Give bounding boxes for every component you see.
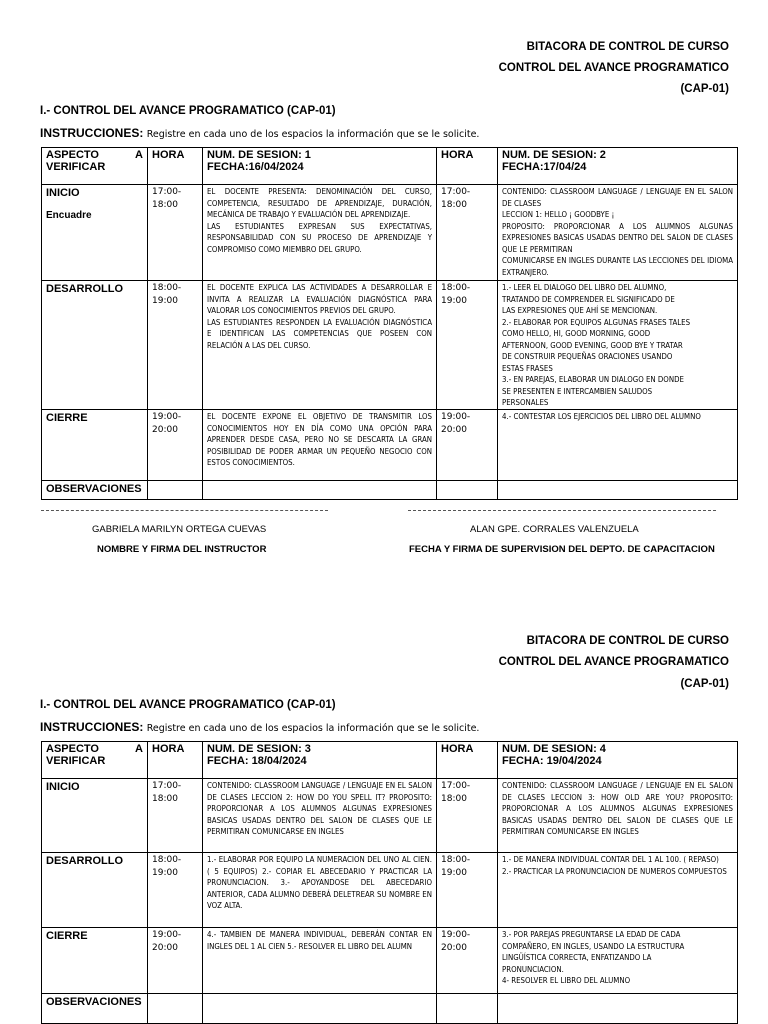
aspect-header: ASPECTO A VERIFICAR — [42, 742, 148, 779]
observaciones-session-3 — [203, 994, 437, 1024]
progress-table — [41, 147, 738, 500]
session-1-desarrollo: EL DOCENTE EXPLICA LAS ACTIVIDADES A DESARROLLAR E INVITA A REALIZAR LA EVALUACIÓN DIAGNÓSTICA PARA VALORAR LOS CONOCIMIENTOS PREVIOS DEL GRUPO. LAS ESTUDIANTES RESPONDEN LA EVALUACIÓN DIAGNÓSTICA E IDENTIFICAN LAS COMPETENCIAS QUE POSEEN CON RELACIÓN A LAS DEL CURSO. — [203, 281, 437, 410]
supervisor-name: ALAN GPE. CORRALES VALENZUELA — [470, 524, 639, 535]
supervisor-role: FECHA Y FIRMA DE SUPERVISION DEL DEPTO. DE CAPACITACION — [409, 544, 715, 555]
session-4-cierre: 3.- POR PAREJAS PREGUNTARSE LA EDAD DE CADA COMPAÑERO, EN INGLES, USANDO LA ESTRUCTURA LINGÜÍSTICA CORRECTA, ENFATIZANDO LA PRONUNCIACION. 4- RESOLVER EL LIBRO DEL ALUMNO — [498, 928, 738, 994]
row-sublabel-encuadre: Encuadre — [46, 210, 92, 221]
table-row-desarrollo — [42, 853, 738, 928]
session-4-header: NUM. DE SESION: 4 FECHA: 19/04/2024 — [498, 742, 738, 779]
instructions-text: Registre en cada uno de los espacios la información que se le solicite. — [146, 723, 480, 734]
table-header-row — [42, 148, 738, 185]
session-3-desarrollo: 1.- ELABORAR POR EQUIPO LA NUMERACION DEL UNO AL CIEN. ( 5 EQUIPOS) 2.- COPIAR EL ABECEDARIO Y PRACTICAR LA PRONUNCIACION. 3.- APOYANDOSE DEL ABECEDARIO ANTERIOR, CADA ALUMNO DEBERÁ DELETREAR SU NOMBRE EN VOZ ALTA. — [203, 853, 437, 928]
hora-header: HORA — [148, 742, 203, 779]
hora-cell: 18:00- 19:00 — [148, 281, 203, 410]
session-4-desarrollo: 1.- DE MANERA INDIVIDUAL CONTAR DEL 1 AL 100. ( REPASO) 2.- PRACTICAR LA PRONUNCIACION DE NUMEROS COMPUESTOS — [498, 853, 738, 928]
section-title: I.- CONTROL DEL AVANCE PROGRAMATICO (CAP-01) — [40, 699, 336, 711]
session-3-header: NUM. DE SESION: 3 FECHA: 18/04/2024 — [203, 742, 437, 779]
supervisor-signature-line — [408, 510, 716, 511]
session-2-inicio: CONTENIDO: CLASSROOM LANGUAGE / LENGUAJE EN EL SALON DE CLASES LECCION 1: HELLO ¡ GOODBYE ¡ PROPOSITO: PROPORCIONAR A LOS ALUMNOS ALGUNAS EXPRESIONES BASICAS USADAS DENTRO DEL SALON DE CLASES QUE LE PERMITIRAN COMUNICARSE EN INGLES DURANTE LAS LECCIONES DEL IDIOMA EXTRANJERO. — [498, 185, 738, 281]
doc-title: BITACORA DE CONTROL DE CURSO — [526, 41, 729, 53]
session-1-inicio: EL DOCENTE PRESENTA: DENOMINACIÓN DEL CURSO, COMPETENCIA, RESULTADO DE APRENDIZAJE, DURACIÓN, MECÁNICA DE TRABAJO Y EVALUACIÓN DEL APRENDIZAJE. LAS ESTUDIANTES EXPRESAN SUS EXPECTATIVAS, RESPONSABILIDAD CON SU PROCESO DE APRENDIZAJE Y COMPROMISO COMO MIEMBRO DEL GRUPO. — [203, 185, 437, 281]
table-row-desarrollo — [42, 281, 738, 410]
hora-cell: 19:00- 20:00 — [148, 410, 203, 481]
row-label-cierre: CIERRE — [42, 928, 148, 994]
instructor-signature-line — [41, 510, 328, 511]
instructor-name: GABRIELA MARILYN ORTEGA CUEVAS — [92, 524, 267, 535]
hora-cell: 19:00- 20:00 — [437, 410, 498, 481]
row-label-cierre: CIERRE — [42, 410, 148, 481]
instructor-role: NOMBRE Y FIRMA DEL INSTRUCTOR — [97, 544, 267, 555]
session-2-desarrollo: 1.- LEER EL DIALOGO DEL LIBRO DEL ALUMNO, TRATANDO DE COMPRENDER EL SIGNIFICADO DE LAS EXPRESIONES QUE AHÍ SE MENCIONAN. 2.- ELABORAR POR EQUIPOS ALGUNAS FRASES TALES COMO HELLO, HI, GOOD MORNING, GOOD AFTERNOON, GOOD EVENING, GOOD BYE Y TRATAR DE CONSTRUIR PEQUEÑAS ORACIONES USANDO ESTAS FRASES 3.- EN PAREJAS, ELABORAR UN DIALOGO EN DONDE SE PRESENTEN E INTERCAMBIEN SALUDOS PERSONALES — [498, 281, 738, 410]
observaciones-session-1 — [203, 481, 437, 500]
hora-header-2: HORA — [437, 742, 498, 779]
table-row-inicio — [42, 185, 738, 281]
row-label-inicio: INICIO — [42, 779, 148, 853]
table-row-cierre — [42, 410, 738, 481]
hora-cell: 18:00- 19:00 — [437, 853, 498, 928]
hora-header-2: HORA — [437, 148, 498, 185]
observaciones-session-4 — [498, 994, 738, 1024]
doc-code: (CAP-01) — [680, 678, 729, 690]
hora-cell: 18:00- 19:00 — [437, 281, 498, 410]
table-row-observaciones — [42, 994, 738, 1024]
session-3-inicio: CONTENIDO: CLASSROOM LANGUAGE / LENGUAJE EN EL SALON DE CLASES LECCION 2: HOW DO YOU SPELL IT? PROPOSITO: PROPORCIONAR A LOS ALUMNOS ALGUNAS EXPRESIONES BASICAS USADAS DENTRO DEL SALON DE CLASES QUE LE PERMITIRAN COMUNICARSE EN INGLES — [203, 779, 437, 853]
hora-cell: 19:00- 20:00 — [437, 928, 498, 994]
instructions-text: Registre en cada uno de los espacios la información que se le solicite. — [146, 129, 480, 140]
hora-cell: 18:00- 19:00 — [148, 853, 203, 928]
aspect-header: ASPECTO A VERIFICAR — [42, 148, 148, 185]
session-1-header: NUM. DE SESION: 1 FECHA:16/04/2024 — [203, 148, 437, 185]
empty-cell — [148, 994, 203, 1024]
session-4-inicio: CONTENIDO: CLASSROOM LANGUAGE / LENGUAJE EN EL SALON DE CLASES LECCION 3: HOW OLD ARE YOU? PROPOSITO: PROPORCIONAR A LOS ALUMNOS ALGUNAS EXPRESIONES BASICAS USADAS DENTRO DEL SALON DE CLASES QUE LE PERMITIRAN COMUNICARSE EN INGLES — [498, 779, 738, 853]
instructions-label: INSTRUCCIONES: — [40, 126, 144, 140]
table-header-row — [42, 742, 738, 779]
hora-cell: 17:00- 18:00 — [437, 185, 498, 281]
observaciones-session-2 — [498, 481, 738, 500]
hora-cell: 17:00- 18:00 — [437, 779, 498, 853]
row-label-inicio: INICIO Encuadre — [42, 185, 148, 281]
session-3-cierre: 4.- TAMBIEN DE MANERA INDIVIDUAL, DEBERÁN CONTAR EN INGLES DEL 1 AL CIEN 5.- RESOLVER EL LIBRO DEL ALUMN — [203, 928, 437, 994]
doc-subtitle: CONTROL DEL AVANCE PROGRAMATICO — [498, 656, 729, 668]
row-label-desarrollo: DESARROLLO — [42, 853, 148, 928]
doc-title: BITACORA DE CONTROL DE CURSO — [526, 635, 729, 647]
section-title: I.- CONTROL DEL AVANCE PROGRAMATICO (CAP-01) — [40, 105, 336, 117]
instructions — [40, 126, 479, 140]
empty-cell — [148, 481, 203, 500]
hora-cell: 17:00- 18:00 — [148, 185, 203, 281]
instructions — [40, 720, 479, 734]
instructions-label: INSTRUCCIONES: — [40, 720, 144, 734]
hora-cell: 17:00- 18:00 — [148, 779, 203, 853]
table-row-observaciones — [42, 481, 738, 500]
session-2-header: NUM. DE SESION: 2 FECHA:17/04/24 — [498, 148, 738, 185]
hora-cell: 19:00- 20:00 — [148, 928, 203, 994]
hora-header: HORA — [148, 148, 203, 185]
table-row-cierre — [42, 928, 738, 994]
session-2-cierre: 4.- CONTESTAR LOS EJERCICIOS DEL LIBRO DEL ALUMNO — [498, 410, 738, 481]
doc-code: (CAP-01) — [680, 83, 729, 95]
doc-subtitle: CONTROL DEL AVANCE PROGRAMATICO — [498, 62, 729, 74]
row-label-observaciones: OBSERVACIONES — [42, 481, 148, 500]
empty-cell — [437, 481, 498, 500]
progress-table — [41, 741, 738, 1024]
table-row-inicio — [42, 779, 738, 853]
empty-cell — [437, 994, 498, 1024]
session-1-cierre: EL DOCENTE EXPONE EL OBJETIVO DE TRANSMITIR LOS CONOCIMIENTOS HOY EN DÍA COMO UNA OPCIÓN PARA APRENDER DESDE CASA, PERO NO SE DESCARTA LA GRAN POSIBILIDAD DE PODER ARMAR UN PEQUEÑO NEGOCIO CON ESTOS CONOCIMIENTOS. — [203, 410, 437, 481]
row-label-desarrollo: DESARROLLO — [42, 281, 148, 410]
row-label-observaciones: OBSERVACIONES — [42, 994, 148, 1024]
